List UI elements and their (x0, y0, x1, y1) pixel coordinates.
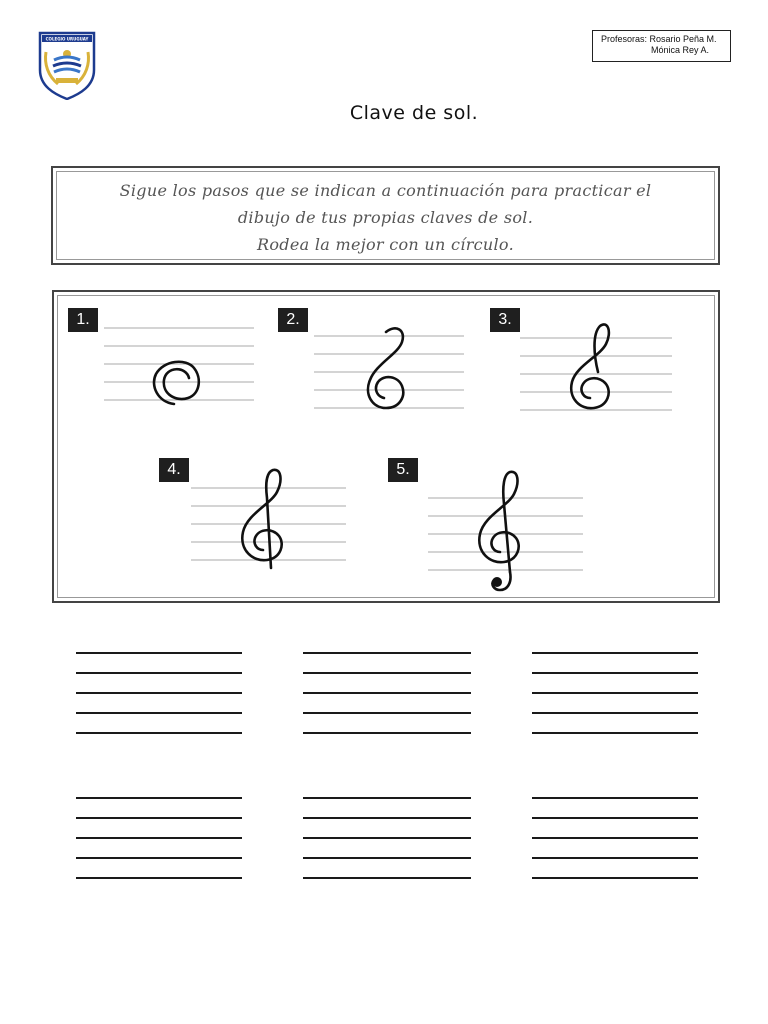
practice-staff (303, 793, 473, 885)
step-2-drawing (314, 324, 464, 419)
step-4-drawing (191, 468, 346, 573)
step-5-drawing (428, 468, 583, 593)
instructions-line-3: Rodea la mejor con un círculo. (257, 235, 514, 254)
teachers-line-2: Mónica Rey A. (651, 45, 710, 55)
practice-staff (303, 648, 473, 740)
steps-box (52, 290, 720, 603)
step-number: 4. (159, 458, 189, 482)
instructions-line-2: dibujo de tus propias claves de sol. (237, 208, 534, 227)
page-title: Clave de sol. (349, 102, 479, 124)
logo-text: COLEGIO URUGUAY (45, 36, 89, 42)
practice-staff (76, 793, 244, 885)
instructions-box (51, 166, 720, 265)
teachers-line-1: Profesoras: Rosario Peña M. (601, 34, 717, 44)
practice-staff (532, 793, 700, 885)
practice-staff (532, 648, 700, 740)
step-number: 2. (278, 308, 308, 332)
practice-staff (76, 648, 244, 740)
step-number: 5. (388, 458, 418, 482)
school-logo (36, 30, 98, 100)
step-number: 3. (490, 308, 520, 332)
step-number: 1. (68, 308, 98, 332)
teachers-box (592, 30, 731, 62)
step-1-drawing (104, 318, 254, 413)
step-3-drawing (520, 322, 672, 417)
instructions-line-1: Sigue los pasos que se indican a continuación para practicar el (119, 181, 652, 200)
